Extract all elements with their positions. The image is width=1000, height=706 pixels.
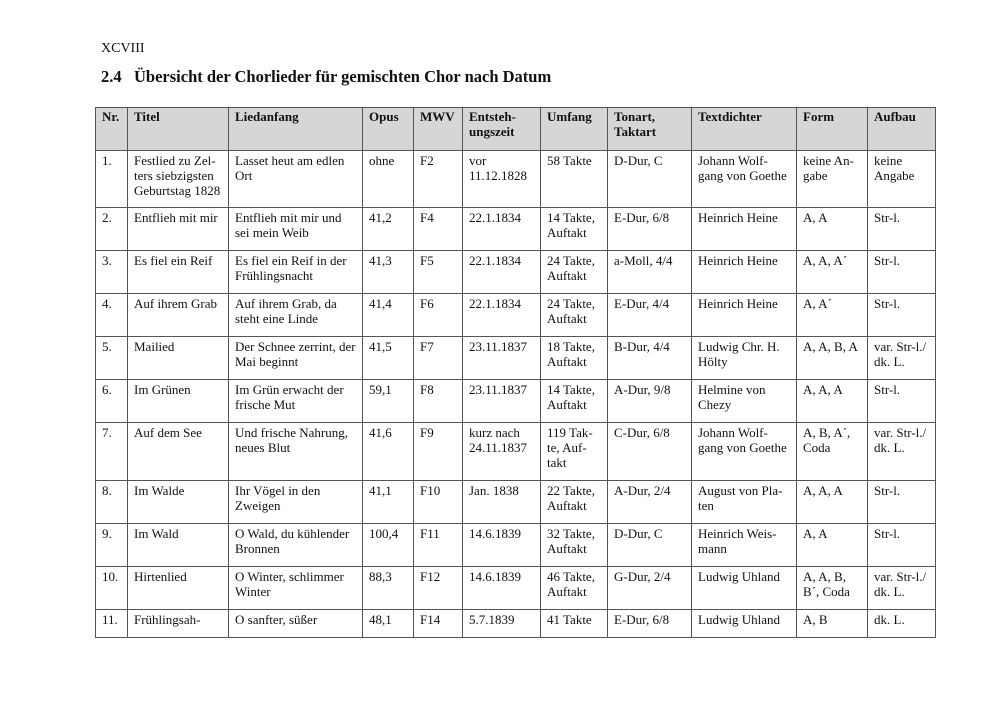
table-cell: [229, 481, 363, 524]
table-row: [96, 337, 936, 380]
table-cell: [414, 610, 463, 638]
table-cell: [229, 208, 363, 251]
cell-text: F11: [420, 526, 440, 541]
table-cell: [128, 251, 229, 294]
table-cell: [608, 337, 692, 380]
cell-text: 4.: [102, 296, 112, 311]
cell-text: F7: [420, 339, 434, 354]
cell-text: O sanfter, süßer: [235, 612, 318, 627]
column-header-label: Tonart, Taktart: [614, 109, 657, 139]
table-cell: [541, 610, 608, 638]
table-cell: [414, 380, 463, 423]
table-row: [96, 380, 936, 423]
cell-text: A, A: [803, 210, 828, 225]
table-cell: [868, 567, 936, 610]
cell-text: 41 Takte: [547, 612, 592, 627]
cell-text: Hirtenlied: [134, 569, 187, 584]
column-header-label: Nr.: [102, 109, 120, 124]
column-header: [363, 108, 414, 151]
table-row: [96, 423, 936, 481]
table-cell: [868, 610, 936, 638]
cell-text: 23.11.1837: [469, 382, 528, 397]
cell-text: Johann Wolf- gang von Goethe: [698, 425, 787, 455]
table-cell: [414, 524, 463, 567]
table-cell: [414, 208, 463, 251]
cell-text: Und frische Nahrung, neues Blut: [235, 425, 348, 455]
table-row: [96, 151, 936, 208]
cell-text: Str-l.: [874, 296, 901, 311]
table-cell: [868, 524, 936, 567]
cell-text: F8: [420, 382, 434, 397]
cell-text: Im Walde: [134, 483, 185, 498]
table-cell: [797, 151, 868, 208]
column-header: [797, 108, 868, 151]
column-header: [541, 108, 608, 151]
cell-text: A, A: [803, 526, 828, 541]
cell-text: 7.: [102, 425, 112, 440]
page-number: XCVIII: [101, 41, 145, 56]
table-cell: [541, 151, 608, 208]
cell-text: 119 Tak- te, Auf- takt: [547, 425, 593, 470]
table-row: [96, 610, 936, 638]
cell-text: 41,3: [369, 253, 392, 268]
cell-text: Helmine von Chezy: [698, 382, 766, 412]
table-cell: [797, 567, 868, 610]
table-cell: [868, 208, 936, 251]
table-cell: [229, 524, 363, 567]
cell-text: 22.1.1834: [469, 296, 521, 311]
table-cell: [692, 481, 797, 524]
table-cell: [692, 151, 797, 208]
cell-text: A-Dur, 2/4: [614, 483, 671, 498]
table-header-row: [96, 108, 936, 151]
table-cell: [541, 380, 608, 423]
cell-text: Str-l.: [874, 382, 901, 397]
table-cell: [608, 481, 692, 524]
column-header: [96, 108, 128, 151]
cell-text: F14: [420, 612, 441, 627]
cell-text: var. Str-l./ dk. L.: [874, 339, 927, 369]
cell-text: Auf dem See: [134, 425, 202, 440]
cell-text: Heinrich Heine: [698, 253, 778, 268]
cell-text: Der Schnee zerrint, der Mai beginnt: [235, 339, 356, 369]
table-row: [96, 481, 936, 524]
table-cell: [797, 208, 868, 251]
table-cell: [414, 423, 463, 481]
table-cell: [96, 567, 128, 610]
table-cell: [414, 294, 463, 337]
column-header: [463, 108, 541, 151]
cell-text: 9.: [102, 526, 112, 541]
cell-text: Festlied zu Zel- ters siebzigsten Geburtstag 1828: [134, 153, 221, 198]
cell-text: Str-l.: [874, 253, 901, 268]
table-cell: [868, 337, 936, 380]
column-header-label: Aufbau: [874, 109, 916, 124]
cell-text: A, A, A´: [803, 253, 848, 268]
table-cell: [463, 481, 541, 524]
table-cell: [692, 567, 797, 610]
cell-text: 88,3: [369, 569, 392, 584]
cell-text: keine Angabe: [874, 153, 915, 183]
table-cell: [463, 337, 541, 380]
table-cell: [96, 610, 128, 638]
table-cell: [463, 208, 541, 251]
table-cell: [96, 294, 128, 337]
column-header-label: Titel: [134, 109, 160, 124]
table-cell: [363, 380, 414, 423]
cell-text: Heinrich Weis- mann: [698, 526, 777, 556]
cell-text: Ludwig Uhland: [698, 569, 780, 584]
cell-text: 59,1: [369, 382, 392, 397]
cell-text: 5.: [102, 339, 112, 354]
table-cell: [229, 151, 363, 208]
table-cell: [363, 208, 414, 251]
table-cell: [797, 481, 868, 524]
table-cell: [868, 481, 936, 524]
cell-text: Entflieh mit mir: [134, 210, 218, 225]
table-cell: [229, 610, 363, 638]
cell-text: 22.1.1834: [469, 210, 521, 225]
cell-text: Jan. 1838: [469, 483, 519, 498]
cell-text: F12: [420, 569, 441, 584]
table-cell: [608, 380, 692, 423]
table-cell: [128, 567, 229, 610]
cell-text: 14 Takte, Auftakt: [547, 210, 595, 240]
table-row: [96, 524, 936, 567]
cell-text: E-Dur, 4/4: [614, 296, 670, 311]
cell-text: Str-l.: [874, 526, 901, 541]
table-cell: [363, 524, 414, 567]
table-cell: [128, 337, 229, 380]
table-cell: [363, 251, 414, 294]
table-cell: [414, 151, 463, 208]
table-body: [96, 151, 936, 638]
table-cell: [797, 251, 868, 294]
table-row: [96, 567, 936, 610]
table-cell: [541, 423, 608, 481]
table-cell: [128, 481, 229, 524]
cell-text: C-Dur, 6/8: [614, 425, 670, 440]
table-cell: [96, 151, 128, 208]
table-cell: [797, 294, 868, 337]
cell-text: Es fiel ein Reif in der Frühlingsnacht: [235, 253, 347, 283]
cell-text: D-Dur, C: [614, 153, 663, 168]
cell-text: 24 Takte, Auftakt: [547, 253, 595, 283]
cell-text: Ihr Vögel in den Zweigen: [235, 483, 321, 513]
table-cell: [229, 294, 363, 337]
cell-text: a-Moll, 4/4: [614, 253, 673, 268]
cell-text: Mailied: [134, 339, 175, 354]
cell-text: Es fiel ein Reif: [134, 253, 213, 268]
column-header: [608, 108, 692, 151]
table-cell: [608, 423, 692, 481]
table-cell: [541, 294, 608, 337]
cell-text: 100,4: [369, 526, 399, 541]
table-cell: [868, 151, 936, 208]
table-cell: [128, 423, 229, 481]
cell-text: 48,1: [369, 612, 392, 627]
table-cell: [868, 380, 936, 423]
table-cell: [363, 151, 414, 208]
cell-text: E-Dur, 6/8: [614, 612, 670, 627]
column-header: [692, 108, 797, 151]
table-cell: [692, 524, 797, 567]
table-cell: [96, 423, 128, 481]
table-cell: [692, 294, 797, 337]
section-title: Übersicht der Chorlieder für gemischten Chor nach Datum: [134, 67, 552, 86]
cell-text: 5.7.1839: [469, 612, 515, 627]
cell-text: Im Wald: [134, 526, 179, 541]
table-cell: [128, 524, 229, 567]
cell-text: keine An- gabe: [803, 153, 854, 183]
table-cell: [229, 380, 363, 423]
table-cell: [541, 567, 608, 610]
cell-text: dk. L.: [874, 612, 905, 627]
table-cell: [541, 337, 608, 380]
cell-text: A, A´: [803, 296, 832, 311]
cell-text: O Winter, schlimmer Winter: [235, 569, 344, 599]
table-cell: [608, 251, 692, 294]
cell-text: Im Grün erwacht der frische Mut: [235, 382, 344, 412]
table-cell: [541, 524, 608, 567]
column-header-label: Entsteh- ungszeit: [469, 109, 516, 139]
table-cell: [363, 294, 414, 337]
cell-text: var. Str-l./ dk. L.: [874, 425, 927, 455]
cell-text: A, A, A: [803, 382, 843, 397]
table-cell: [414, 481, 463, 524]
table-cell: [363, 423, 414, 481]
cell-text: 6.: [102, 382, 112, 397]
cell-text: kurz nach 24.11.1837: [469, 425, 528, 455]
cell-text: 41,2: [369, 210, 392, 225]
cell-text: 32 Takte, Auftakt: [547, 526, 595, 556]
table-cell: [797, 610, 868, 638]
cell-text: F10: [420, 483, 441, 498]
table-cell: [463, 524, 541, 567]
table-cell: [363, 610, 414, 638]
choral-songs-table: [95, 107, 936, 638]
cell-text: G-Dur, 2/4: [614, 569, 671, 584]
cell-text: 24 Takte, Auftakt: [547, 296, 595, 326]
table-cell: [797, 380, 868, 423]
cell-text: F6: [420, 296, 434, 311]
cell-text: 10.: [102, 569, 119, 584]
table-cell: [96, 251, 128, 294]
table-cell: [229, 337, 363, 380]
column-header-label: Textdichter: [698, 109, 762, 124]
table-cell: [541, 251, 608, 294]
table-cell: [229, 567, 363, 610]
table-cell: [541, 481, 608, 524]
cell-text: B-Dur, 4/4: [614, 339, 670, 354]
column-header-label: MWV: [420, 109, 455, 124]
table-cell: [414, 567, 463, 610]
cell-text: A, B, A´, Coda: [803, 425, 851, 455]
cell-text: F9: [420, 425, 434, 440]
cell-text: 41,5: [369, 339, 392, 354]
column-header: [414, 108, 463, 151]
column-header-label: Opus: [369, 109, 399, 124]
column-header-label: Form: [803, 109, 835, 124]
cell-text: E-Dur, 6/8: [614, 210, 670, 225]
cell-text: Frühlingsah-: [134, 612, 201, 627]
cell-text: Auf ihrem Grab: [134, 296, 218, 311]
table-cell: [463, 567, 541, 610]
cell-text: 58 Takte: [547, 153, 592, 168]
cell-text: Entflieh mit mir und sei mein Weib: [235, 210, 342, 240]
cell-text: Heinrich Heine: [698, 296, 778, 311]
table-cell: [608, 610, 692, 638]
table-cell: [463, 251, 541, 294]
cell-text: A, B: [803, 612, 828, 627]
table-cell: [128, 380, 229, 423]
table-cell: [608, 208, 692, 251]
cell-text: Im Grünen: [134, 382, 191, 397]
cell-text: August von Pla- ten: [698, 483, 783, 513]
cell-text: 18 Takte, Auftakt: [547, 339, 595, 369]
cell-text: Heinrich Heine: [698, 210, 778, 225]
table-row: [96, 251, 936, 294]
table-cell: [128, 208, 229, 251]
table-cell: [128, 294, 229, 337]
section-number: 2.4: [101, 67, 122, 86]
cell-text: A, A, B, A: [803, 339, 858, 354]
cell-text: 1.: [102, 153, 112, 168]
table-cell: [692, 337, 797, 380]
column-header-label: Umfang: [547, 109, 592, 124]
table-cell: [128, 151, 229, 208]
table-cell: [363, 481, 414, 524]
cell-text: 8.: [102, 483, 112, 498]
table-cell: [463, 151, 541, 208]
table-cell: [692, 610, 797, 638]
table-cell: [96, 208, 128, 251]
cell-text: 14.6.1839: [469, 569, 521, 584]
table-cell: [692, 208, 797, 251]
section-heading: [101, 67, 551, 87]
table-cell: [797, 423, 868, 481]
cell-text: F2: [420, 153, 434, 168]
table-cell: [463, 423, 541, 481]
cell-text: 14 Takte, Auftakt: [547, 382, 595, 412]
cell-text: 14.6.1839: [469, 526, 521, 541]
column-header: [868, 108, 936, 151]
table-cell: [797, 524, 868, 567]
table-cell: [128, 610, 229, 638]
cell-text: var. Str-l./ dk. L.: [874, 569, 927, 599]
table-cell: [463, 294, 541, 337]
cell-text: O Wald, du kühlender Bronnen: [235, 526, 350, 556]
cell-text: 2.: [102, 210, 112, 225]
table-cell: [868, 294, 936, 337]
table-cell: [692, 380, 797, 423]
table-cell: [229, 423, 363, 481]
table-row: [96, 208, 936, 251]
table-cell: [96, 337, 128, 380]
table-cell: [363, 337, 414, 380]
table-cell: [608, 524, 692, 567]
table-cell: [414, 251, 463, 294]
cell-text: F5: [420, 253, 434, 268]
cell-text: 46 Takte, Auftakt: [547, 569, 595, 599]
cell-text: A, A, A: [803, 483, 843, 498]
cell-text: F4: [420, 210, 434, 225]
table-cell: [868, 251, 936, 294]
table-cell: [414, 337, 463, 380]
cell-text: 11.: [102, 612, 118, 627]
table-cell: [229, 251, 363, 294]
column-header: [229, 108, 363, 151]
cell-text: Str-l.: [874, 483, 901, 498]
cell-text: Str-l.: [874, 210, 901, 225]
table-cell: [692, 423, 797, 481]
table-cell: [96, 380, 128, 423]
column-header-label: Liedanfang: [235, 109, 299, 124]
table-cell: [96, 481, 128, 524]
cell-text: 22 Takte, Auftakt: [547, 483, 595, 513]
cell-text: 41,4: [369, 296, 392, 311]
cell-text: Ludwig Chr. H. Hölty: [698, 339, 780, 369]
cell-text: 3.: [102, 253, 112, 268]
cell-text: 41,1: [369, 483, 392, 498]
table-cell: [463, 380, 541, 423]
table-cell: [96, 524, 128, 567]
cell-text: Lasset heut am edlen Ort: [235, 153, 345, 183]
table-cell: [868, 423, 936, 481]
table-cell: [797, 337, 868, 380]
table-cell: [608, 151, 692, 208]
cell-text: vor 11.12.1828: [469, 153, 528, 183]
cell-text: D-Dur, C: [614, 526, 663, 541]
table-cell: [608, 294, 692, 337]
cell-text: Johann Wolf- gang von Goethe: [698, 153, 787, 183]
cell-text: 22.1.1834: [469, 253, 521, 268]
table-cell: [608, 567, 692, 610]
cell-text: A-Dur, 9/8: [614, 382, 671, 397]
table-cell: [363, 567, 414, 610]
table-cell: [463, 610, 541, 638]
cell-text: Ludwig Uhland: [698, 612, 780, 627]
table-cell: [541, 208, 608, 251]
cell-text: A, A, B, B´, Coda: [803, 569, 850, 599]
column-header: [128, 108, 229, 151]
table-row: [96, 294, 936, 337]
cell-text: Auf ihrem Grab, da steht eine Linde: [235, 296, 337, 326]
table-cell: [692, 251, 797, 294]
cell-text: 41,6: [369, 425, 392, 440]
cell-text: ohne: [369, 153, 395, 168]
cell-text: 23.11.1837: [469, 339, 528, 354]
